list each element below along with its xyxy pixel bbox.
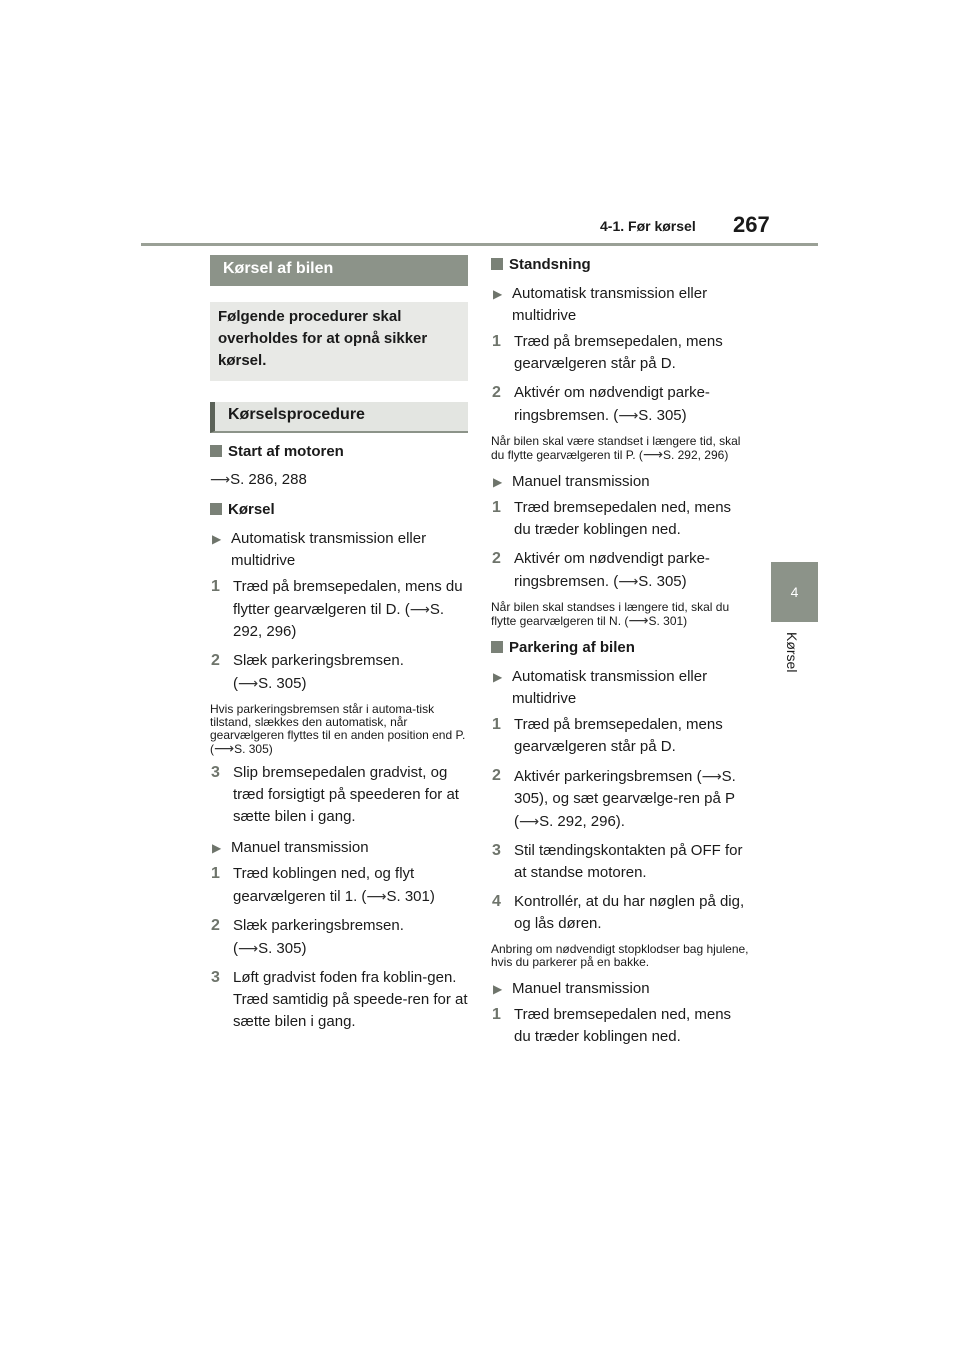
triangle-bullet-icon: ▶ — [212, 841, 222, 855]
step: 3 Stil tændingskontakten på OFF for at standse motoren. — [492, 842, 743, 881]
heading-start-engine: Start af motoren — [210, 442, 468, 462]
chapter-tab: 4 — [771, 562, 818, 622]
arrow-right-icon: ⟶ — [366, 888, 387, 904]
triangle-bullet-icon: ▶ — [493, 982, 503, 996]
manual-transmission-label: ▶ Manuel transmission — [491, 471, 751, 493]
heading-parking: Parkering af bilen — [491, 638, 751, 658]
step: 1 Træd på bremsepedalen, mens gearvælgeren står på D. — [492, 333, 723, 372]
heading-stopping: Standsning — [491, 255, 751, 275]
arrow-right-icon: ⟶ — [701, 768, 722, 784]
section-title: Kørsel af bilen — [210, 255, 468, 286]
start-reference: ⟶S. 286, 288 — [210, 471, 307, 488]
square-bullet-icon — [491, 258, 503, 270]
page-number: 267 — [733, 212, 770, 237]
arrow-right-icon: ⟶ — [642, 446, 663, 462]
triangle-bullet-icon: ▶ — [493, 670, 503, 684]
step: 1 Træd på bremsepedalen, mens du flytter gearvælgeren til D. (⟶S. 292, 296) — [211, 578, 463, 640]
intro-box: Følgende procedurer skal overholdes for at opnå sikker kørsel. — [210, 302, 468, 381]
auto-transmission-label: ▶ Automatisk transmission eller multidrive — [491, 283, 751, 327]
triangle-bullet-icon: ▶ — [212, 532, 222, 546]
header-section: 4-1. Før kørsel — [600, 218, 696, 234]
header-rule — [141, 243, 818, 246]
arrow-right-icon: ⟶ — [409, 601, 430, 617]
triangle-bullet-icon: ▶ — [493, 475, 503, 489]
step: 1 Træd bremsepedalen ned, mens du træder koblingen ned. — [492, 1006, 732, 1045]
step: 2 Slæk parkeringsbremsen. (⟶S. 305) — [211, 652, 404, 692]
arrow-right-icon: ⟶ — [214, 740, 235, 756]
manual-transmission-label: ▶ Manuel transmission — [210, 837, 468, 859]
note: Hvis parkeringsbremsen står i automa-tisk tilstand, slækkes den automatisk, når gearvælgeren flyttes til en anden position end P. (⟶S. 305) — [210, 702, 466, 756]
arrow-right-icon: ⟶ — [628, 612, 649, 628]
right-column — [491, 255, 751, 1048]
square-bullet-icon — [491, 641, 503, 653]
chapter-label: Kørsel — [784, 632, 800, 673]
left-column — [210, 255, 468, 1033]
manual-transmission-label: ▶ Manuel transmission — [491, 978, 751, 1000]
step: 2 Aktivér parkeringsbremsen (⟶S. 305), og sæt gearvælge-ren på P (⟶S. 292, 296). — [492, 767, 736, 830]
step: 2 Aktivér om nødvendigt parke-ringsbremsen. (⟶S. 305) — [492, 550, 710, 590]
step: 1 Træd bremsepedalen ned, mens du træder koblingen ned. — [492, 499, 732, 538]
step: 1 Træd koblingen ned, og flyt gearvælgeren til 1. (⟶S. 301) — [211, 865, 435, 905]
step: 3 Løft gradvist foden fra koblin-gen. Træd samtidig på speede-ren for at sætte bilen i gang. — [211, 969, 468, 1030]
triangle-bullet-icon: ▶ — [493, 287, 503, 301]
arrow-right-icon: ⟶ — [618, 573, 639, 589]
auto-transmission-label: ▶ Automatisk transmission eller multidrive — [210, 528, 468, 572]
auto-transmission-label: ▶ Automatisk transmission eller multidrive — [491, 666, 751, 710]
step: 2 Slæk parkeringsbremsen. (⟶S. 305) — [211, 917, 404, 957]
arrow-right-icon: ⟶ — [519, 813, 540, 829]
arrow-right-icon: ⟶ — [618, 407, 639, 423]
square-bullet-icon — [210, 503, 222, 515]
step: 3 Slip bremsepedalen gradvist, og træd forsigtigt på speederen for at sætte bilen i gang. — [211, 764, 459, 825]
note: Anbring om nødvendigt stopklodser bag hjulene, hvis du parkerer på en bakke. — [491, 942, 749, 969]
note: Når bilen skal være standset i længere tid, skal du flytte gearvælgeren til P. (⟶S. 292, 296) — [491, 434, 741, 462]
arrow-right-icon: ⟶ — [238, 940, 259, 956]
arrow-right-icon: ⟶ — [210, 471, 231, 487]
step: 1 Træd på bremsepedalen, mens gearvælgeren står på D. — [492, 716, 723, 755]
step: 4 Kontrollér, at du har nøglen på dig, og lås døren. — [492, 893, 745, 932]
note: Når bilen skal standses i længere tid, skal du flytte gearvælgeren til N. (⟶S. 301) — [491, 600, 730, 628]
square-bullet-icon — [210, 445, 222, 457]
subsection-title: Kørselsprocedure — [210, 402, 468, 433]
step: 2 Aktivér om nødvendigt parke-ringsbremsen. (⟶S. 305) — [492, 384, 710, 424]
arrow-right-icon: ⟶ — [238, 675, 259, 691]
heading-driving: Kørsel — [210, 500, 468, 520]
